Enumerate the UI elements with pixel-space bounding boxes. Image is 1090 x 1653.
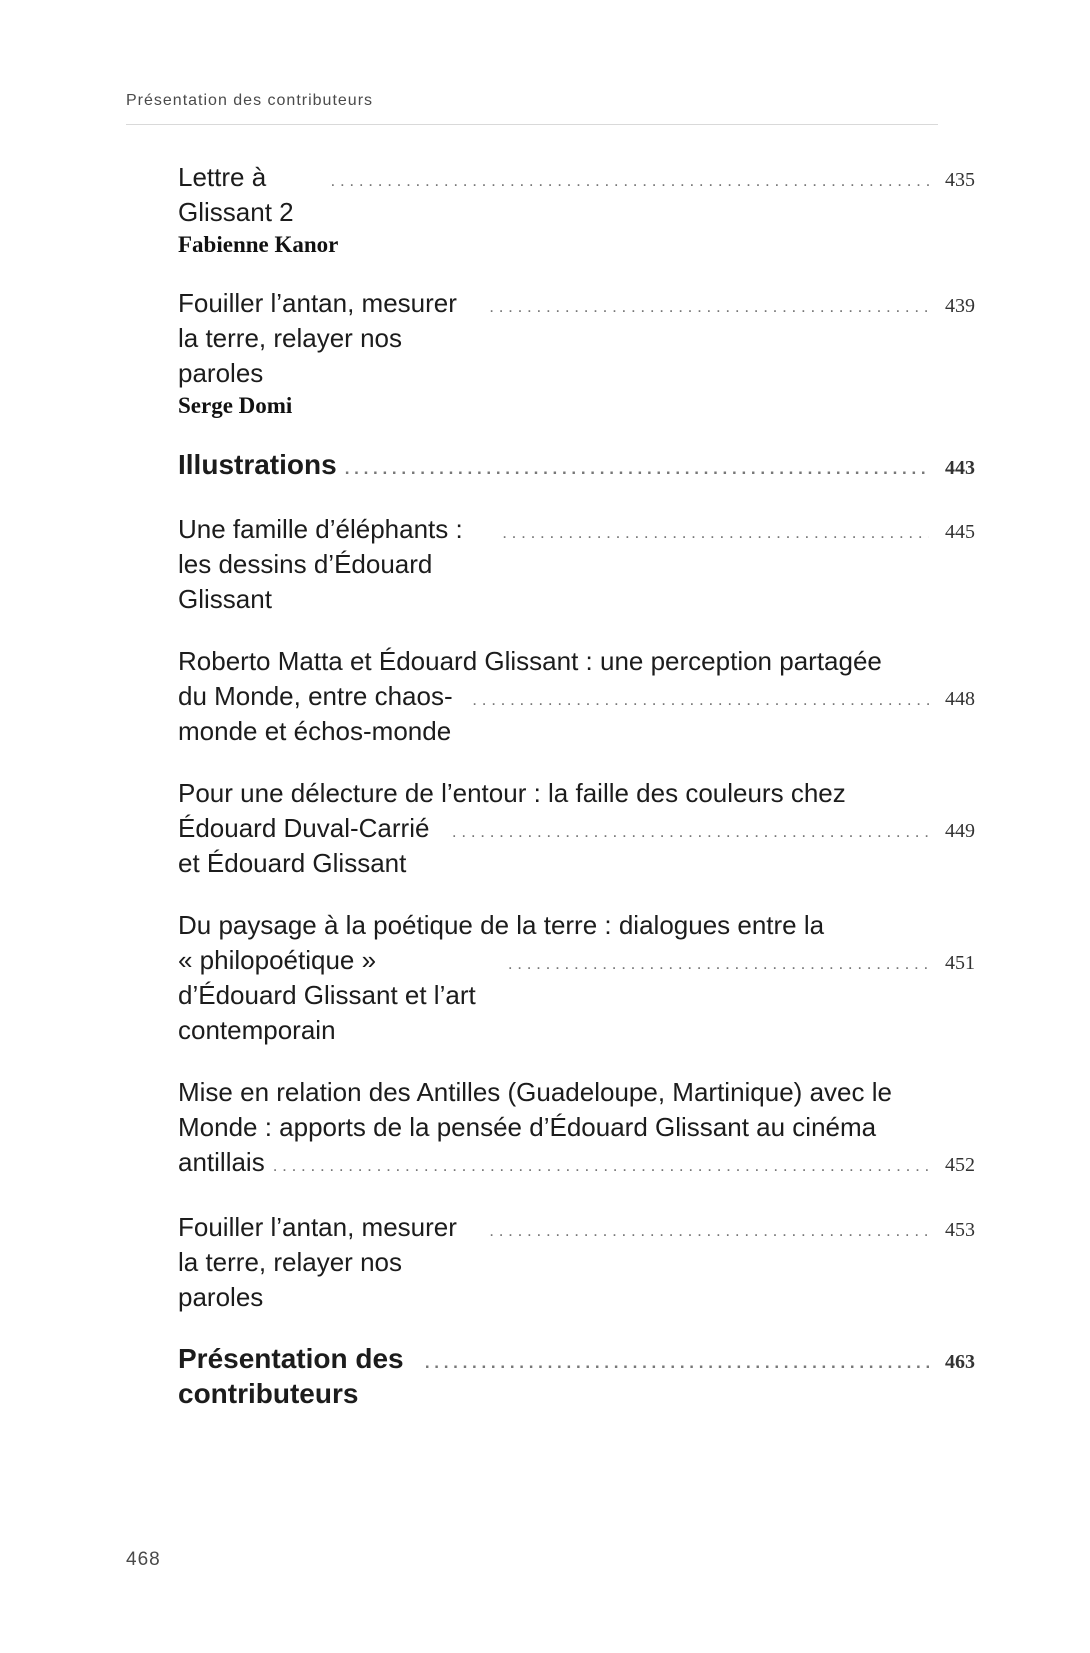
leader-dots (452, 814, 929, 849)
leader-dots (489, 1213, 929, 1248)
toc-entry-author: Fabienne Kanor (178, 232, 339, 257)
toc-entry-title: Lettre à Glissant 2 (178, 162, 294, 227)
toc-page-number: 449 (945, 820, 975, 842)
toc-entry-title: Fouiller l’antan, mesurer la terre, relayer nos paroles (178, 288, 457, 388)
toc-page-number: 451 (945, 952, 975, 974)
page-folio: 468 (126, 1549, 161, 1570)
toc-section[interactable] (178, 1341, 975, 1411)
toc-page-number: 445 (945, 521, 975, 543)
leader-dots (489, 289, 929, 324)
toc-section[interactable] (178, 447, 975, 486)
toc-page-number: 452 (945, 1154, 975, 1176)
toc-entry-title: Fouiller l’antan, mesurer la terre, relayer nos paroles (178, 1212, 457, 1312)
toc-entry-title-line: « philopoétique » d’Édouard Glissant et l’art contemporain (178, 945, 476, 1045)
toc-entry-title-line: Mise en relation des Antilles (Guadeloupe, Martinique) avec le (178, 1077, 892, 1107)
toc-page-number: 463 (945, 1351, 975, 1373)
toc-entry-title-line: Du paysage à la poétique de la terre : dialogues entre la (178, 910, 825, 940)
toc-page-number: 448 (945, 688, 975, 710)
toc-entry-title: Une famille d’éléphants : les dessins d’Édouard Glissant (178, 514, 463, 614)
running-head: Présentation des contributeurs (126, 92, 374, 109)
toc-entry-title-line: Roberto Matta et Édouard Glissant : une perception partagée (178, 646, 882, 676)
toc-entry[interactable] (178, 160, 975, 260)
leader-dots (425, 1345, 929, 1380)
leader-dots (472, 682, 929, 717)
toc-section-title: Illustrations (178, 449, 337, 480)
toc-entry[interactable] (178, 512, 975, 617)
leader-dots (345, 451, 929, 486)
leader-dots (502, 515, 929, 550)
table-of-contents (178, 160, 975, 1411)
toc-entry[interactable] (178, 776, 975, 881)
leader-dots (508, 946, 929, 981)
toc-entry-title-line: du Monde, entre chaos-monde et échos-monde (178, 681, 453, 746)
toc-section-title: Présentation des contributeurs (178, 1343, 404, 1409)
leader-dots (273, 1148, 929, 1183)
toc-entry-title-line: Pour une délecture de l’entour : la faille des couleurs chez (178, 778, 846, 808)
toc-entry[interactable] (178, 1075, 975, 1183)
toc-entry[interactable] (178, 1210, 975, 1315)
toc-entry-title-line: Édouard Duval-Carrié et Édouard Glissant (178, 813, 430, 878)
header-rule (126, 124, 938, 125)
toc-entry[interactable] (178, 644, 975, 749)
toc-entry[interactable] (178, 286, 975, 421)
toc-page-number: 439 (945, 295, 975, 317)
toc-page-number: 443 (945, 457, 975, 479)
toc-page-number: 435 (945, 169, 975, 191)
toc-entry-title-line: Monde : apports de la pensée d’Édouard Glissant au cinéma (178, 1112, 877, 1142)
toc-page-number: 453 (945, 1219, 975, 1241)
leader-dots (331, 163, 929, 198)
toc-entry-author: Serge Domi (178, 393, 293, 418)
toc-entry-title-line: antillais (178, 1147, 265, 1177)
toc-entry[interactable] (178, 908, 975, 1048)
